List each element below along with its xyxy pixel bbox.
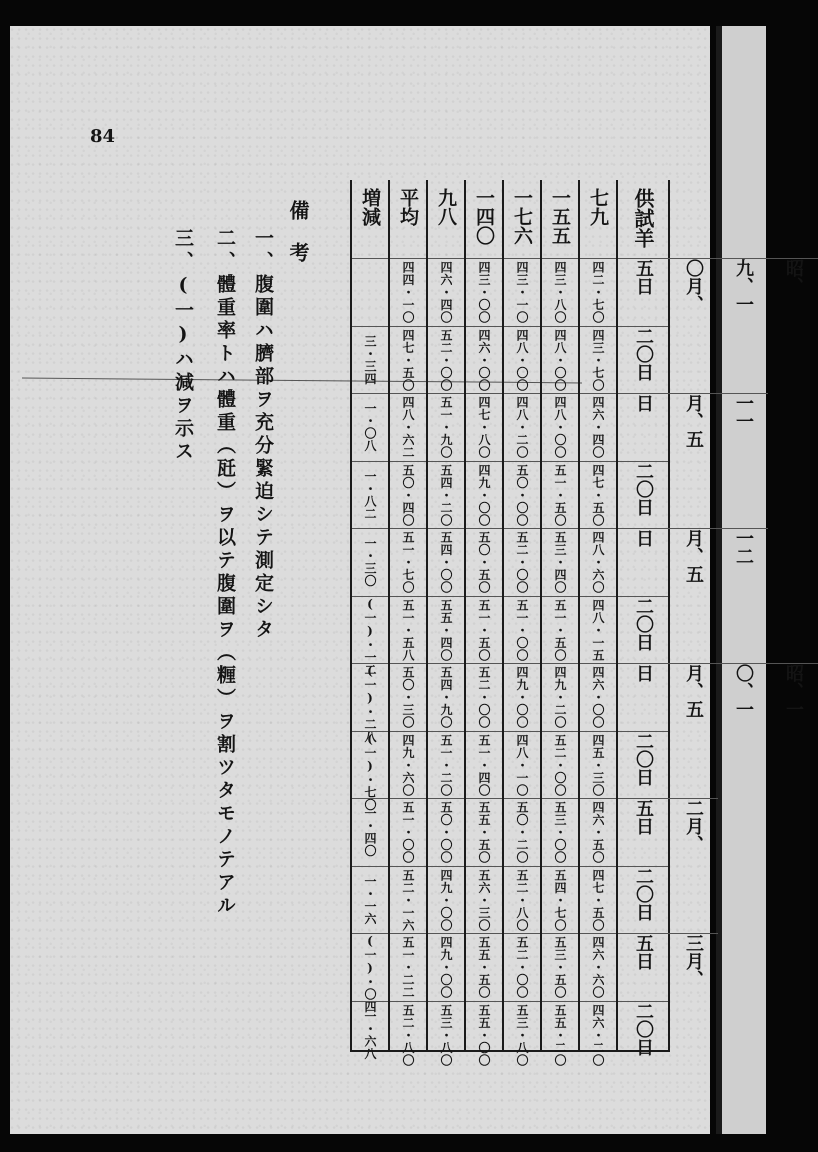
column-label: 七九 bbox=[587, 188, 609, 226]
table-cell: 四二・七〇 bbox=[580, 258, 616, 326]
date-label: 一二月、五日 bbox=[618, 528, 768, 596]
page-number: 84 bbox=[90, 126, 116, 147]
table-cell: 四八・〇〇 bbox=[542, 326, 578, 394]
table-cell: 五五・〇〇 bbox=[466, 1001, 502, 1069]
table-header-dates bbox=[618, 180, 804, 1056]
table-cell: 五三・四〇 bbox=[542, 528, 578, 596]
table-cell: 五五・四〇 bbox=[428, 596, 464, 664]
table-cell: (一)・一二 bbox=[352, 596, 388, 664]
table-cell: 四九・六〇 bbox=[390, 731, 426, 799]
table-column-sheep-155 bbox=[542, 180, 578, 1066]
table-column-sheep-140 bbox=[466, 180, 502, 1066]
table-cell: 四五・三〇 bbox=[580, 731, 616, 799]
table-cell: 五二・〇〇 bbox=[504, 528, 540, 596]
table-cell: 四七・五〇 bbox=[390, 326, 426, 394]
column-label: 一四〇 bbox=[473, 188, 495, 245]
date-label: 二〇日 bbox=[618, 596, 668, 664]
date-label: 昭、九、一〇月、五日 bbox=[618, 258, 818, 326]
table-cell: 五三・八〇 bbox=[504, 1001, 540, 1069]
table-column-sheep-79 bbox=[580, 180, 616, 1066]
table-cell: 四八・六〇 bbox=[580, 528, 616, 596]
table-cell: 四九・二〇 bbox=[542, 663, 578, 731]
column-label: 九八 bbox=[435, 188, 457, 226]
table-cell: 四九・〇〇 bbox=[428, 866, 464, 934]
table-cell: 五五・五〇 bbox=[466, 933, 502, 1001]
table-cell: 四八・二〇 bbox=[504, 393, 540, 461]
table-cell: 五四・九〇 bbox=[428, 663, 464, 731]
column-label: 平均 bbox=[397, 188, 419, 226]
table-cell: 四八・一五 bbox=[580, 596, 616, 664]
column-label: 増減 bbox=[359, 188, 381, 226]
table-cell: 四三・一〇 bbox=[504, 258, 540, 326]
table-cell: 五二・〇〇 bbox=[466, 663, 502, 731]
table-cell: 四七・五〇 bbox=[580, 461, 616, 529]
table-column-change bbox=[352, 180, 388, 1060]
table-cell bbox=[352, 258, 388, 326]
table-cell: 五一・五〇 bbox=[542, 596, 578, 664]
table-cell: 五四・七〇 bbox=[542, 866, 578, 934]
date-label: 二〇日 bbox=[618, 1001, 668, 1069]
corner-label: 供試羊 bbox=[631, 188, 655, 248]
table-cell: 四六・二〇 bbox=[580, 1001, 616, 1069]
date-label: 二〇日 bbox=[618, 461, 668, 529]
table-cell: 五四・〇〇 bbox=[428, 528, 464, 596]
remark-line-1: 一、腹圍ハ臍部ヲ充分緊迫シテ測定シタ bbox=[252, 228, 274, 642]
date-label: 二〇日 bbox=[618, 731, 668, 799]
table-cell: 五一・七〇 bbox=[390, 528, 426, 596]
table-cell: 五一・五〇 bbox=[542, 461, 578, 529]
table-cell: 四六・四〇 bbox=[580, 393, 616, 461]
table-cell: 五四・二〇 bbox=[428, 461, 464, 529]
table-cell: (一)・七〇 bbox=[352, 731, 388, 799]
table-cell: 四六・〇〇 bbox=[580, 663, 616, 731]
table-cell: 五二・〇〇 bbox=[542, 731, 578, 799]
date-label: 昭、一〇、一月、五日 bbox=[618, 663, 818, 731]
table-cell: 一・八二 bbox=[352, 461, 388, 529]
date-label: 一一月、五日 bbox=[618, 393, 768, 461]
remark-line-2: 二、體重率トハ體重（瓩）ヲ以テ腹圍ヲ（糎）ヲ割ツタモノテアル bbox=[214, 228, 236, 918]
table-cell: 四四・一〇 bbox=[390, 258, 426, 326]
table-cell: 五三・八〇 bbox=[428, 1001, 464, 1069]
table-cell: 四三・七〇 bbox=[580, 326, 616, 394]
column-label: 一七六 bbox=[511, 188, 533, 245]
table-column-sheep-98 bbox=[428, 180, 464, 1066]
table-cell: 五一・二〇 bbox=[428, 731, 464, 799]
table-cell: 五一・〇〇 bbox=[504, 596, 540, 664]
table-cell: (一)・〇四 bbox=[352, 933, 388, 1001]
table-cell: 一・三〇 bbox=[352, 528, 388, 596]
date-label: 二月、五日 bbox=[618, 798, 718, 866]
table-cell: 四七・五〇 bbox=[580, 866, 616, 934]
table-cell: 五一・九〇 bbox=[428, 393, 464, 461]
column-label: 一五五 bbox=[549, 188, 571, 245]
table-cell: 五二・八〇 bbox=[504, 866, 540, 934]
date-label: 三月、五日 bbox=[618, 933, 718, 1001]
table-cell: 四三・八〇 bbox=[542, 258, 578, 326]
table-cell: 四八・〇〇 bbox=[542, 393, 578, 461]
table-cell: 五一・〇〇 bbox=[390, 798, 426, 866]
table-cell: 五〇・三〇 bbox=[390, 663, 426, 731]
table-cell: 五三・〇〇 bbox=[542, 798, 578, 866]
date-label: 二〇日 bbox=[618, 866, 668, 934]
table-cell: 四六・五〇 bbox=[580, 798, 616, 866]
table-cell: 五一・五〇 bbox=[466, 596, 502, 664]
table-cell: 四九・〇〇 bbox=[428, 933, 464, 1001]
table-cell: 一・六八 bbox=[352, 1001, 388, 1069]
table-cell: 四七・八〇 bbox=[466, 393, 502, 461]
table-cell: 五一・五八 bbox=[390, 596, 426, 664]
table-cell: 五〇・五〇 bbox=[466, 528, 502, 596]
table-cell: 三・三四 bbox=[352, 326, 388, 394]
table-cell: 四九・〇〇 bbox=[466, 461, 502, 529]
table-cell: 五五・五〇 bbox=[466, 798, 502, 866]
table-cell: 一・四〇 bbox=[352, 798, 388, 866]
table-cell: 一・〇八 bbox=[352, 393, 388, 461]
table-column-average bbox=[390, 180, 426, 1066]
table-cell: 五〇・四〇 bbox=[390, 461, 426, 529]
table-cell: 五六・三〇 bbox=[466, 866, 502, 934]
table-cell: 五一・二二 bbox=[390, 933, 426, 1001]
remarks-heading: 備考 bbox=[286, 200, 310, 284]
table-cell: 四六・六〇 bbox=[580, 933, 616, 1001]
table-cell: 五〇・〇〇 bbox=[428, 798, 464, 866]
table-cell: 五三・五〇 bbox=[542, 933, 578, 1001]
table-cell: 四八・一〇 bbox=[504, 731, 540, 799]
table-cell: 五〇・二〇 bbox=[504, 798, 540, 866]
table-cell: 四六・〇〇 bbox=[466, 326, 502, 394]
table-cell: 四九・〇〇 bbox=[504, 663, 540, 731]
table-cell: 五一・四〇 bbox=[466, 731, 502, 799]
table-cell: (一)・二八 bbox=[352, 663, 388, 731]
measurement-table bbox=[350, 180, 804, 1066]
table-cell: 四六・四〇 bbox=[428, 258, 464, 326]
table-cell: 四八・六二 bbox=[390, 393, 426, 461]
table-cell: 五二・〇〇 bbox=[428, 326, 464, 394]
table-cell: 四八・〇〇 bbox=[504, 326, 540, 394]
table-cell: 五二・〇〇 bbox=[504, 933, 540, 1001]
table-cell: 五二・八〇 bbox=[390, 1001, 426, 1069]
table-cell: 五〇・〇〇 bbox=[504, 461, 540, 529]
remark-line-3: 三、(一)ハ減ヲ示ス bbox=[172, 228, 194, 464]
date-label: 二〇日 bbox=[618, 326, 668, 394]
table-column-sheep-176 bbox=[504, 180, 540, 1066]
table-cell: 一・一六 bbox=[352, 866, 388, 934]
table-cell: 四三・〇〇 bbox=[466, 258, 502, 326]
table-cell: 五五・二〇 bbox=[542, 1001, 578, 1069]
table-cell: 五二・一六 bbox=[390, 866, 426, 934]
